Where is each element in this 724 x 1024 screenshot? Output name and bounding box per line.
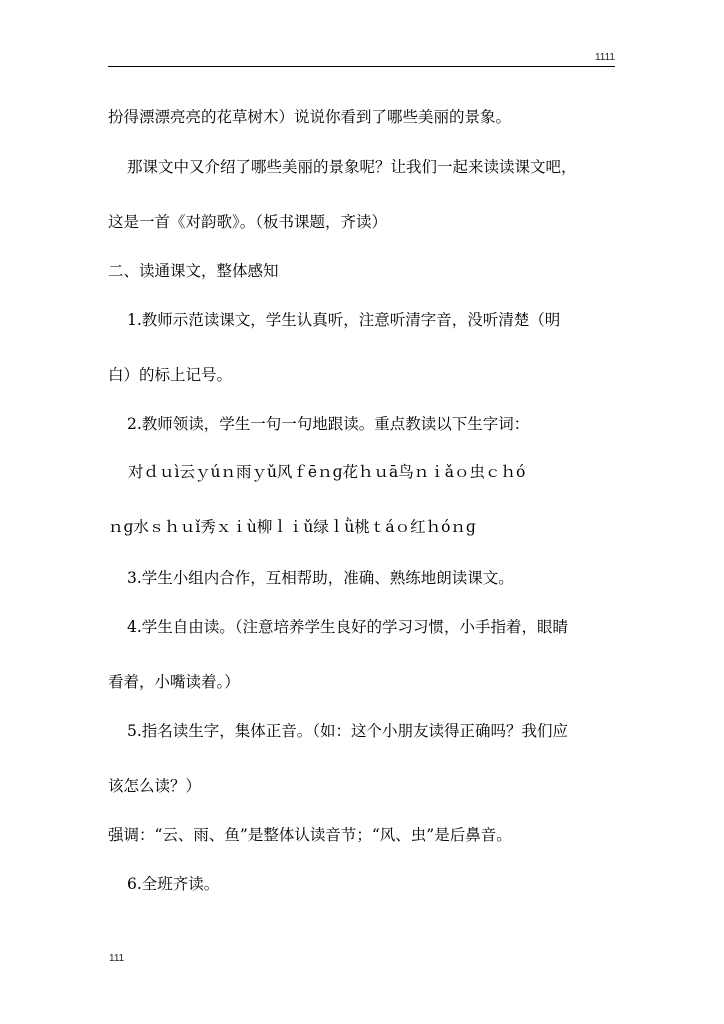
section-heading: 二、读通课文，整体感知 — [108, 262, 279, 280]
text-line: 2.教师领读，学生一句一句地跟读。重点教读以下生字词： — [127, 415, 530, 433]
text-line: 扮得漂漂亮亮的花草树木）说说你看到了哪些美丽的景象。 — [108, 108, 512, 126]
text-line: 这是一首《对韵歌》。（板书课题，齐读） — [108, 213, 388, 231]
header-divider — [108, 66, 615, 67]
text-line: 该怎么读？） — [108, 777, 202, 795]
text-line: 5.指名读生字，集体正音。（如：这个小朋友读得正确吗？我们应 — [127, 722, 569, 740]
text-line: 白）的标上记号。 — [108, 366, 233, 384]
footer-page-number: 111 — [109, 953, 125, 964]
text-line: 1.教师示范读课文，学生认真听，注意听清字音，没听清楚（明 — [127, 311, 561, 329]
text-line: 3.学生小组内合作，互相帮助，准确、熟练地朗读课文。 — [127, 569, 514, 587]
pinyin-line: ｎɡ水ｓｈｕǐ秀ｘｉù柳ｌｉǔ绿ｌǜ桃ｔáｏ红ｈóｎɡ — [108, 518, 476, 536]
text-line: 那课文中又介绍了哪些美丽的景象呢？让我们一起来读读课文吧， — [127, 158, 577, 176]
text-line: 强调：“云、雨、鱼”是整体认读音节；“风、虫”是后鼻音。 — [108, 826, 512, 844]
pinyin-line: 对ｄｕì云ｙúｎ雨ｙǔ风ｆēｎɡ花ｈｕā鸟ｎｉǎｏ虫ｃｈó — [128, 463, 526, 481]
text-line: 6.全班齐读。 — [127, 875, 220, 893]
header-page-label: 1111 — [594, 52, 615, 63]
text-line: 4.学生自由读。（注意培养学生良好的学习习惯，小手指着，眼睛 — [127, 618, 569, 636]
text-line: 看着，小嘴读着。） — [108, 673, 240, 691]
